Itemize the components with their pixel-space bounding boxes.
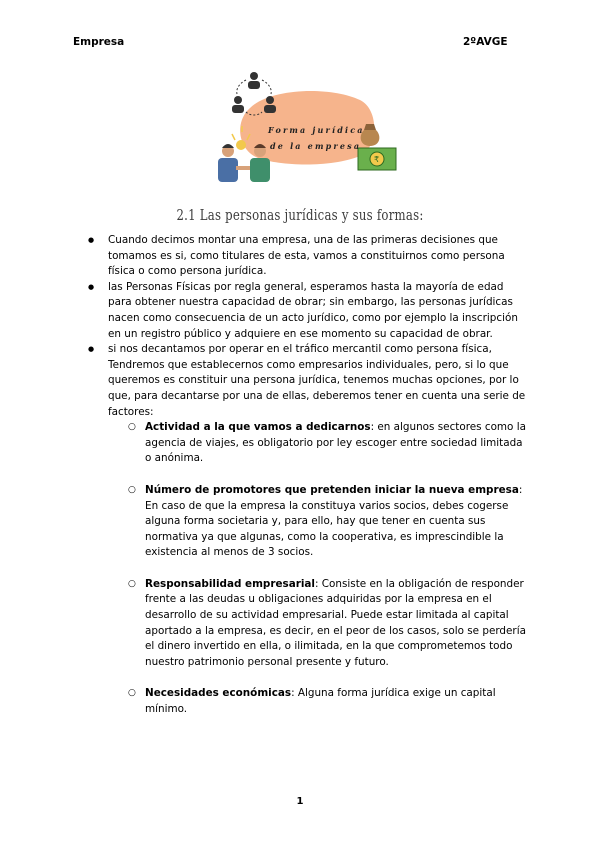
document-body [88, 233, 528, 718]
factor-text: : En caso de que la empresa la constituya varios socios, debes cogerse alguna forma societaria y, para ello, hay que tener en cuenta sus normativa ya que algunas, como la cooperativa, es imprescindible la existencia al menos de 3 socios. [145, 483, 523, 559]
list-item: ● Cuando decimos montar una empresa, una de las primeras decisiones que tomamos es si, como titulares de esta, vamos a constituirnos como persona física o como persona jurídica. [88, 233, 528, 280]
section-title: 2.1 Las personas jurídicas y sus formas: [176, 206, 424, 224]
factor-text: : Consiste en la obligación de responder frente a las deudas u obligaciones adquiridas por la empresa en el desarrollo de su actividad empresarial. Puede estar limitada al capital aportado a la empresa, es decir, en el peor de los casos, solo se perdería el dinero invertido en ella, o ilimitada, en la que comprometemos todo nuestro patrimonio personal presente y futuro. [145, 577, 526, 668]
factor-title: Necesidades económicas [145, 687, 292, 700]
factor-title: Actividad a la que vamos a dedicarnos [145, 421, 371, 434]
factors-list [108, 420, 528, 718]
factor-text: : en algunos sectores como la agencia de viajes, es obligatorio por ley escoger entre sociedad limitada o anónima. [145, 421, 526, 465]
header-course: 2ºAVGE [463, 36, 508, 48]
factor-item [108, 483, 528, 561]
list-item: ● las Personas Físicas por regla general, esperamos hasta la mayoría de edad para obtener nuestra capacidad de obrar; sin embargo, las personas jurídicas nacen como consecuencia de un acto jurídico, como por ejemplo la inscripción en un registro público y adquiere en ese momento su capacidad de obrar. [88, 280, 528, 342]
factor-item [108, 577, 528, 671]
header-subject: Empresa [73, 36, 125, 48]
factor-title: Número de promotores que pretenden iniciar la nueva empresa [145, 483, 519, 496]
list-item [88, 342, 528, 717]
svg-text:Forma jurídica: Forma jurídica [268, 125, 365, 135]
factor-text: : Alguna forma jurídica exige un capital mínimo. [145, 687, 496, 716]
svg-text:de la empresa: de la empresa [270, 141, 362, 151]
page-number: 1 [296, 796, 304, 807]
list-item-text: si nos decantamos por operar en el tráfico mercantil como persona física, Tendremos que establecernos como empresarios individuales, pero, si lo que queremos es constituir una persona jurídica, tenemos muchas opciones, por lo que, para decantarse por una de ellas, deberemos tener en cuenta una serie de factores: [108, 343, 526, 418]
factor-item [108, 686, 528, 717]
svg-text:₹: ₹ [374, 155, 380, 164]
title-banner-illustration [210, 66, 400, 192]
factor-title: Responsabilidad empresarial [145, 577, 315, 590]
factor-item [108, 420, 528, 467]
